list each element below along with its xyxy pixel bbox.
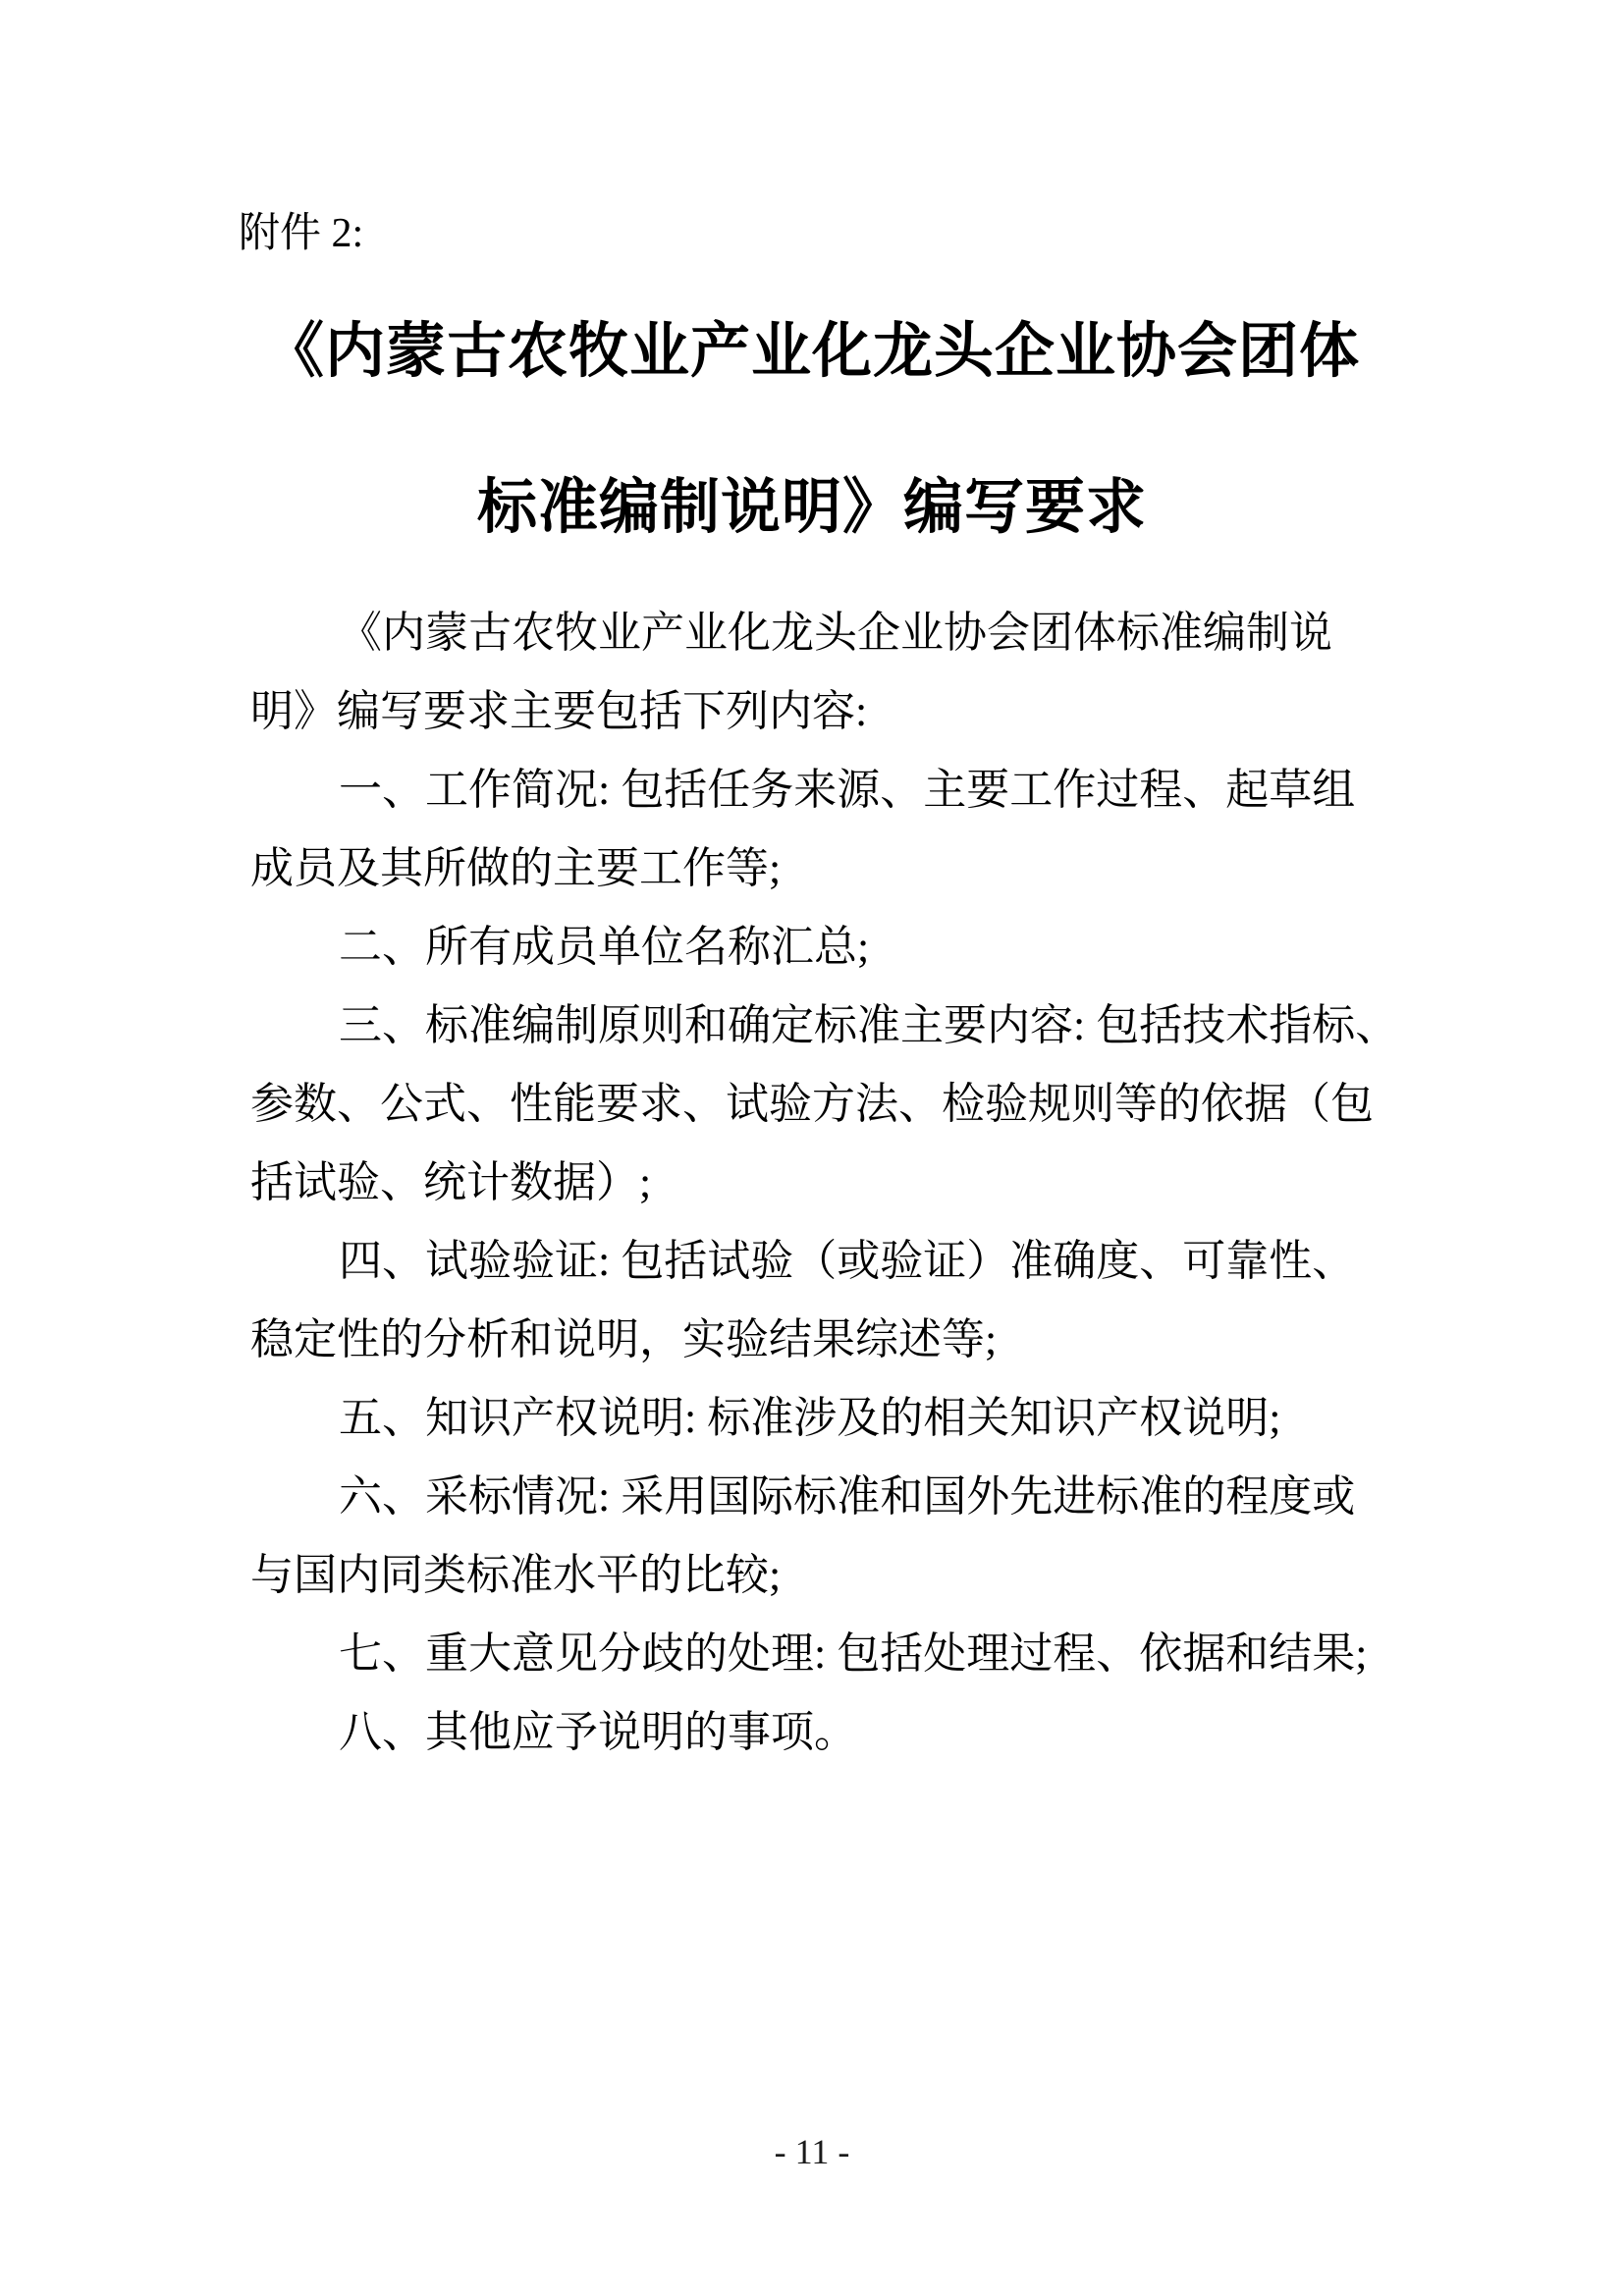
- body-line: 二、所有成员单位名称汇总;: [339, 923, 870, 971]
- body-line: 四、试验验证: 包括试验（或验证）准确度、可靠性、: [339, 1237, 1356, 1285]
- body-line: 参数、公式、性能要求、试验方法、检验规则等的依据（包: [250, 1080, 1374, 1128]
- body-line: 五、知识产权说明: 标准涉及的相关知识产权说明;: [339, 1394, 1281, 1442]
- document-title-line-1: 《内蒙古农牧业产业化龙头企业协会团体: [263, 319, 1360, 385]
- body-line: 三、标准编制原则和确定标准主要内容: 包括技术指标、: [339, 1001, 1399, 1049]
- body-line: 括试验、统计数据）;: [250, 1158, 652, 1206]
- attachment-label: 附件 2:: [239, 211, 364, 256]
- body-line: 六、采标情况: 采用国际标准和国外先进标准的程度或: [339, 1472, 1356, 1521]
- document-title-line-2: 标准编制说明》编写要求: [476, 475, 1147, 541]
- body-line: 成员及其所做的主要工作等;: [250, 844, 782, 892]
- body-line: 一、工作简况: 包括任务来源、主要工作过程、起草组: [339, 766, 1356, 814]
- body-line: 《内蒙古农牧业产业化龙头企业协会团体标准编制说: [339, 609, 1332, 657]
- body-line: 七、重大意见分歧的处理: 包括处理过程、依据和结果;: [339, 1629, 1368, 1678]
- document-body: [250, 594, 1399, 1772]
- body-line: 与国内同类标准水平的比较;: [250, 1551, 782, 1599]
- body-line: 稳定性的分析和说明，实验结果综述等;: [250, 1315, 998, 1363]
- body-line: 明》编写要求主要包括下列内容:: [250, 687, 868, 735]
- body-line: 八、其他应予说明的事项。: [339, 1708, 857, 1756]
- page-number: - 11 -: [774, 2132, 850, 2171]
